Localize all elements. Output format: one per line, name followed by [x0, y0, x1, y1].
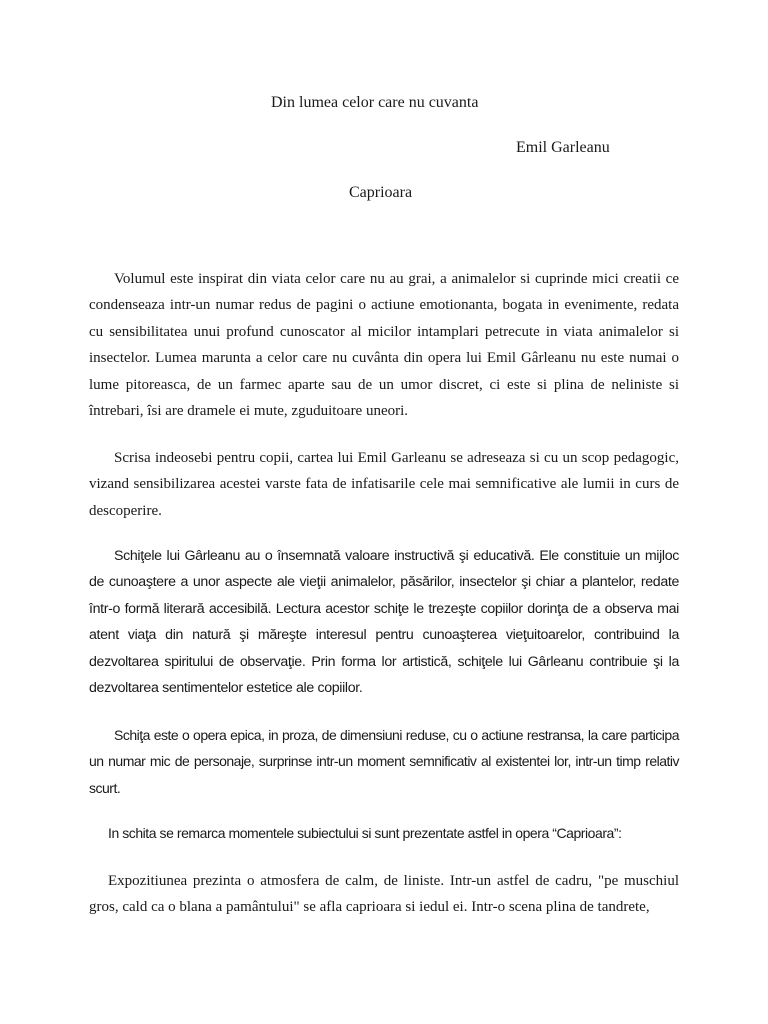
paragraph-value: Schiţele lui Gârleanu au o însemnată valoare instructivă şi educativă. Ele constituie un mijloc de cunoaştere a unor aspecte ale vieţii animalelor, păsărilor, insectelor şi chiar a plantelor, redate într-o formă literară accesibilă. Lectura acestor schiţe le trezeşte copiilor dorinţa de a observa mai atent viaţa din natură şi măreşte interesul pentru cunoaşterea vieţuitoarelor, contribuind la dezvoltarea spiritului de observaţie. Prin forma lor artistică, schiţele lui Gârleanu contribuie şi la dezvoltarea sentimentelor estetice ale copiilor. [89, 548, 679, 697]
paragraph-purpose: Scrisa indeosebi pentru copii, cartea lui Emil Garleanu se adreseaza si cu un scop pedagogic, vizand sensibilizarea acestei varste fata de infatisarile cele mai semnificative ale lumii in curs de descoperire. [89, 450, 679, 519]
document-subtitle: Caprioara [349, 184, 413, 201]
paragraph-exposition: Expozitiunea prezinta o atmosfera de calm, de liniste. Intr-un astfel de cadru, "pe muschiul gros, cald ca o blana a pamântului" se afla caprioara si iedul ei. Intr-o scena plina de tandrete, [89, 873, 679, 916]
document-title: Din lumea celor care nu cuvanta [271, 94, 479, 111]
paragraph-definition: Schiţa este o opera epica, in proza, de dimensiuni reduse, cu o actiune restransa, la care participa un numar mic de personaje, surprinse intr-un moment semnificativ al existentei lor, intr-un timp relativ scurt. [89, 727, 679, 796]
document-author: Emil Garleanu [516, 139, 610, 156]
paragraph-structure: In schita se remarca momentele subiectului si sunt prezentate astfel in opera “Caprioara”: [108, 825, 622, 841]
paragraph-intro: Volumul este inspirat din viata celor care nu au grai, a animalelor si cuprinde mici creatii ce condenseaza intr-un numar redus de pagini o actiune emotionanta, bogata in evenimente, redata cu sensibilitatea unui profund cunoscator al micilor intamplari petrecute in viata animalelor si insectelor. Lumea marunta a celor care nu cuvânta din opera lui Emil Gârleanu nu este numai o lume pitoreasca, de un farmec aparte sau de un umor discret, ci este si plina de neliniste si întrebari, îsi are dramele ei mute, zguduitoare uneori. [89, 271, 679, 420]
